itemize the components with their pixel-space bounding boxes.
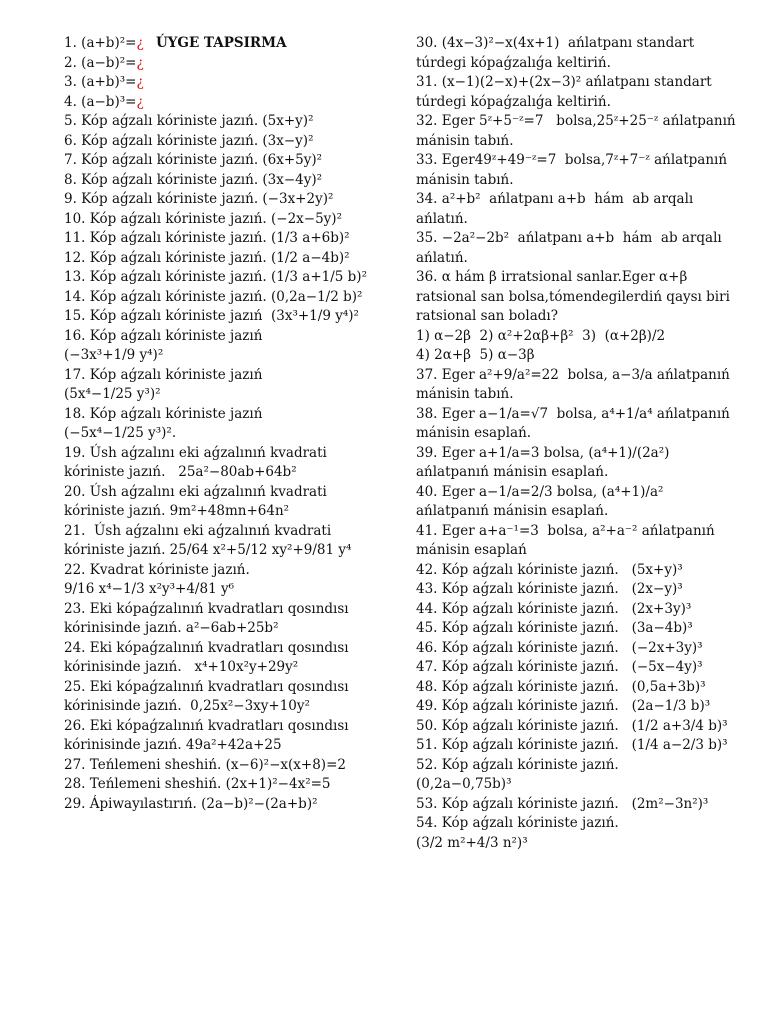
page-title: ÚYGE TAPSIRMA	[156, 35, 287, 51]
problem-item	[64, 561, 380, 600]
problem-item	[64, 93, 380, 113]
problem-text: Kóp aǵzalı kóriniste jazıń. (3a−4b)³	[441, 620, 693, 636]
problem-number: 6.	[64, 132, 82, 149]
problem-text: Kóp aǵzalı kóriniste jazıń. (1/2 a−4b)²	[89, 249, 350, 266]
problem-text: Eger49ᶻ+49⁻ᶻ=7 bolsa,7ᶻ+7⁻ᶻ ańlatpanıń mánisin tabıń.	[416, 152, 732, 188]
problem-text: Kóp aǵzalı kóriniste jazıń (−5x⁴−1/25 y³)².	[64, 405, 263, 441]
problem-item	[416, 639, 736, 659]
problem-text: a²+b² ańlatpanı a+b hám ab arqalı ańlatıń.	[416, 191, 698, 227]
problem-text: (a−b)³=	[81, 93, 137, 110]
problem-text: Kóp aǵzalı kóriniste jazıń. (2m²−3n²)³	[441, 795, 709, 812]
problem-item	[416, 366, 736, 405]
problem-text: Teńlemeni sheshiń. (2x+1)²−4x²=5	[89, 776, 331, 792]
problem-number: 11.	[64, 230, 90, 246]
missing-glyph-mark: ¿	[136, 74, 144, 90]
problem-item	[416, 522, 736, 561]
problem-text: Kóp aǵzalı kóriniste jazıń. (3/2 m²+4/3 n²)³	[416, 815, 619, 851]
problem-text: Kóp aǵzalı kóriniste jazıń. (−5x−4y)³	[441, 659, 703, 675]
problem-item	[64, 600, 380, 639]
problem-number: 1.	[64, 35, 82, 51]
problem-text: Kvadrat kóriniste jazıń. 9/16 x⁴−1/3 x²y³+4/81 y⁶	[64, 561, 250, 597]
problem-number: 46.	[416, 639, 442, 656]
problem-item	[64, 34, 380, 54]
problem-number: 44.	[416, 600, 442, 617]
problem-number: 22.	[64, 561, 90, 578]
problem-text: Kóp aǵzalı kóriniste jazıń. (0,2a−1/2 b)²	[89, 288, 363, 305]
problem-text: Eger a²+9/a²=22 bolsa, a−3/a ańlatpanıń mánisin tabıń.	[416, 366, 735, 402]
problem-item	[64, 756, 380, 776]
problem-number: 24.	[64, 639, 90, 656]
problem-text: Eger a+a⁻¹=3 bolsa, a²+a⁻² ańlatpanıń mánisin esaplań	[416, 522, 719, 558]
problem-text: Eki kópaǵzalınıń kvadratları qosındısı kórinisinde jazıń. x⁴+10x²y+29y²	[64, 639, 353, 675]
problem-number: 17.	[64, 366, 90, 383]
problem-item	[64, 366, 380, 405]
problem-item	[64, 151, 380, 171]
problem-item	[416, 736, 736, 756]
problem-text: Kóp aǵzalı kóriniste jazıń. (1/2 a+3/4 b)³	[441, 717, 728, 734]
problem-number: 47.	[416, 659, 442, 675]
problem-text: Kóp aǵzalı kóriniste jazıń. (2x−y)³	[441, 581, 683, 597]
problem-number: 54.	[416, 815, 442, 831]
problem-number: 3.	[64, 74, 82, 90]
problem-text: Kóp aǵzalı kóriniste jazıń. (6x+5y)²	[81, 152, 323, 168]
problem-number: 23.	[64, 600, 90, 617]
problem-item	[64, 132, 380, 152]
problem-text: Kóp aǵzalı kóriniste jazıń. (2x+3y)³	[441, 600, 692, 617]
problem-text: (a+b)³=	[81, 74, 137, 90]
problem-text: Kóp aǵzalı kóriniste jazıń. (2a−1/3 b)³	[441, 698, 711, 714]
problem-text: Kóp aǵzalı kóriniste jazıń. (−2x−5y)²	[89, 210, 342, 227]
problem-number: 42.	[416, 561, 442, 578]
problem-text: (a−b)²=	[81, 54, 137, 71]
problem-item	[64, 73, 380, 93]
problem-text: Eger a+1/a=3 bolsa, (a⁴+1)/(2a²) ańlatpanıń mánisin esaplań.	[416, 444, 674, 480]
problem-number: 20.	[64, 483, 90, 500]
problem-item	[416, 268, 736, 327]
problem-number: 9.	[64, 191, 82, 207]
problem-text: Ápiwayılastırıń. (2a−b)²−(2a+b)²	[89, 795, 318, 812]
problem-number: 5.	[64, 113, 82, 129]
problem-item	[64, 327, 380, 366]
problem-number: 10.	[64, 210, 90, 227]
problem-text: (4x−3)²−x(4x+1) ańlatpanı standart túrdegi kópaǵzalıǵa keltiriń.	[416, 35, 699, 71]
problem-number: 27.	[64, 756, 90, 773]
problem-item	[64, 775, 380, 795]
problem-number: 37.	[416, 366, 442, 383]
problem-text: Kóp aǵzalı kóriniste jazıń. (0,5a+3b)³	[441, 678, 706, 695]
problem-number: 53.	[416, 795, 442, 812]
problem-text: Kóp aǵzalı kóriniste jazıń. (−2x+3y)³	[441, 639, 703, 656]
problem-item	[416, 405, 736, 444]
problem-item	[64, 405, 380, 444]
problem-item	[416, 327, 736, 347]
problem-item	[416, 697, 736, 717]
problem-text: Kóp aǵzalı kóriniste jazıń (−3x³+1/9 y⁴)²	[64, 327, 263, 363]
problem-number: 50.	[416, 717, 442, 734]
problem-number: 4.	[64, 93, 82, 110]
problem-number: 26.	[64, 717, 90, 734]
problem-number: 25.	[64, 678, 90, 695]
missing-glyph-mark: ¿	[136, 35, 144, 51]
problem-item	[416, 756, 736, 795]
problem-text: 1) α−2β 2) α²+2αβ+β² 3) (α+2β)/2	[416, 327, 666, 344]
problem-item	[64, 483, 380, 522]
problem-item	[416, 795, 736, 815]
problem-item	[416, 229, 736, 268]
problem-text: 4) 2α+β 5) α−3β	[416, 347, 535, 363]
problem-item	[416, 73, 736, 112]
problem-text: Úsh aǵzalını eki aǵzalınıń kvadrati kóriniste jazıń. 9m²+48mn+64n²	[64, 483, 332, 519]
right-column	[416, 34, 740, 853]
problem-text: Kóp aǵzalı kóriniste jazıń. (−3x+2y)²	[81, 191, 334, 207]
problem-text: Kóp aǵzalı kóriniste jazıń. (1/3 a+6b)²	[89, 230, 350, 246]
problem-text: Kóp aǵzalı kóriniste jazıń. (5x+y)³	[441, 561, 683, 578]
problem-item	[64, 112, 380, 132]
problem-item	[64, 288, 380, 308]
problem-text: Kóp aǵzalı kóriniste jazıń. (3x−y)²	[81, 132, 314, 149]
problem-text: Eki kópaǵzalınıń kvadratları qosındısı kórinisinde jazıń. 0,25x²−3xy+10y²	[64, 678, 353, 714]
problem-number: 29.	[64, 795, 90, 812]
problem-item	[416, 444, 736, 483]
problem-item	[416, 112, 740, 151]
problem-number: 32.	[416, 113, 442, 129]
problem-text: Eki kópaǵzalınıń kvadratları qosındısı kórinisinde jazıń. a²−6ab+25b²	[64, 600, 353, 636]
problem-item	[64, 522, 380, 561]
problem-number: 35.	[416, 230, 442, 246]
problem-text: Kóp aǵzalı kóriniste jazıń. (3x−4y)²	[81, 171, 323, 188]
problem-item	[416, 483, 736, 522]
problem-item	[416, 190, 736, 229]
problem-number: 41.	[416, 522, 442, 539]
problem-item	[416, 151, 736, 190]
problem-item	[64, 210, 380, 230]
problem-number: 15.	[64, 308, 90, 324]
problem-text: Teńlemeni sheshiń. (x−6)²−x(x+8)=2	[89, 756, 346, 773]
problem-item	[64, 190, 380, 210]
problem-number: 31.	[416, 74, 442, 90]
problem-number: 39.	[416, 444, 442, 461]
problem-item	[416, 619, 736, 639]
problem-number: 36.	[416, 269, 442, 285]
problem-item	[64, 717, 380, 756]
problem-item	[416, 678, 736, 698]
problem-item	[416, 346, 736, 366]
missing-glyph-mark: ¿	[136, 54, 144, 71]
problem-number: 52.	[416, 756, 442, 773]
problem-text: Kóp aǵzalı kóriniste jazıń. (1/3 a+1/5 b)²	[89, 269, 367, 285]
problem-number: 8.	[64, 171, 82, 188]
problem-item	[64, 444, 380, 483]
problem-number: 2.	[64, 54, 82, 71]
problem-text: Eki kópaǵzalınıń kvadratları qosındısı kórinisinde jazıń. 49a²+42a+25	[64, 717, 353, 753]
problem-text: Kóp aǵzalı kóriniste jazıń (3x³+1/9 y⁴)²	[89, 308, 359, 324]
problem-item	[64, 249, 380, 269]
problem-number: 14.	[64, 288, 90, 305]
problem-text: (a+b)²=	[81, 35, 137, 51]
problem-text: Eger a−1/a=√7 bolsa, a⁴+1/a⁴ ańlatpanıń mánisin esaplań.	[416, 405, 735, 441]
problem-item	[416, 34, 736, 73]
problem-number: 45.	[416, 620, 442, 636]
problem-item	[64, 307, 380, 327]
problem-item	[416, 658, 736, 678]
problem-item	[416, 561, 736, 581]
problem-item	[416, 580, 736, 600]
problem-item	[64, 678, 380, 717]
problem-item	[64, 795, 380, 815]
problem-number: 21.	[64, 522, 90, 539]
problem-item	[64, 171, 380, 191]
problem-text: Eger 5ᶻ+5⁻ᶻ=7 bolsa,25ᶻ+25⁻ᶻ ańlatpanıń mánisin tabıń.	[416, 113, 740, 149]
problem-item	[64, 229, 380, 249]
problem-number: 33.	[416, 152, 442, 168]
problem-item	[416, 717, 736, 737]
problem-item	[64, 639, 380, 678]
problem-number: 13.	[64, 269, 90, 285]
problem-text: Úsh aǵzalını eki aǵzalınıń kvadrati kóriniste jazıń. 25a²−80ab+64b²	[64, 444, 332, 480]
problem-text: Kóp aǵzalı kóriniste jazıń (5x⁴−1/25 y³)²	[64, 366, 263, 402]
problem-number: 18.	[64, 405, 90, 422]
problem-number: 51.	[416, 737, 442, 753]
problem-text: Úsh aǵzalını eki aǵzalınıń kvadrati kóriniste jazıń. 25/64 x²+5/12 xy²+9/81 y⁴	[64, 522, 352, 558]
problem-number: 43.	[416, 581, 442, 597]
problem-number: 38.	[416, 405, 442, 422]
problem-number: 16.	[64, 327, 90, 344]
problem-item	[64, 268, 380, 288]
problem-text: Kóp aǵzalı kóriniste jazıń. (1/4 a−2/3 b)³	[441, 737, 728, 753]
problem-item	[416, 600, 736, 620]
problem-text: Eger a−1/a=2/3 bolsa, (a⁴+1)/a² ańlatpanıń mánisin esaplań.	[416, 483, 668, 519]
problem-number: 30.	[416, 35, 442, 51]
problem-item	[64, 54, 380, 74]
problem-item	[416, 814, 736, 853]
problem-number: 48.	[416, 678, 442, 695]
problem-number: 34.	[416, 191, 442, 207]
problem-number: 28.	[64, 776, 90, 792]
left-column	[64, 34, 380, 814]
problem-text: −2a²−2b² ańlatpanı a+b hám ab arqalı ańlatıń.	[416, 230, 727, 266]
problem-number: 12.	[64, 249, 90, 266]
problem-text: Kóp aǵzalı kóriniste jazıń. (5x+y)²	[81, 113, 314, 129]
problem-number: 7.	[64, 152, 82, 168]
problem-number: 19.	[64, 444, 90, 461]
problem-number: 49.	[416, 698, 442, 714]
problem-text: α hám β irratsional sanlar.Eger α+β ratsional san bolsa,tómendegilerdiń qaysı biri ratsional san boladı?	[416, 269, 735, 324]
problem-text: Kóp aǵzalı kóriniste jazıń. (0,2a−0,75b)³	[416, 756, 619, 792]
problem-text: (x−1)(2−x)+(2x−3)² ańlatpanı standart túrdegi kópaǵzalıǵa keltiriń.	[416, 74, 717, 110]
missing-glyph-mark: ¿	[136, 93, 144, 110]
problem-number: 40.	[416, 483, 442, 500]
